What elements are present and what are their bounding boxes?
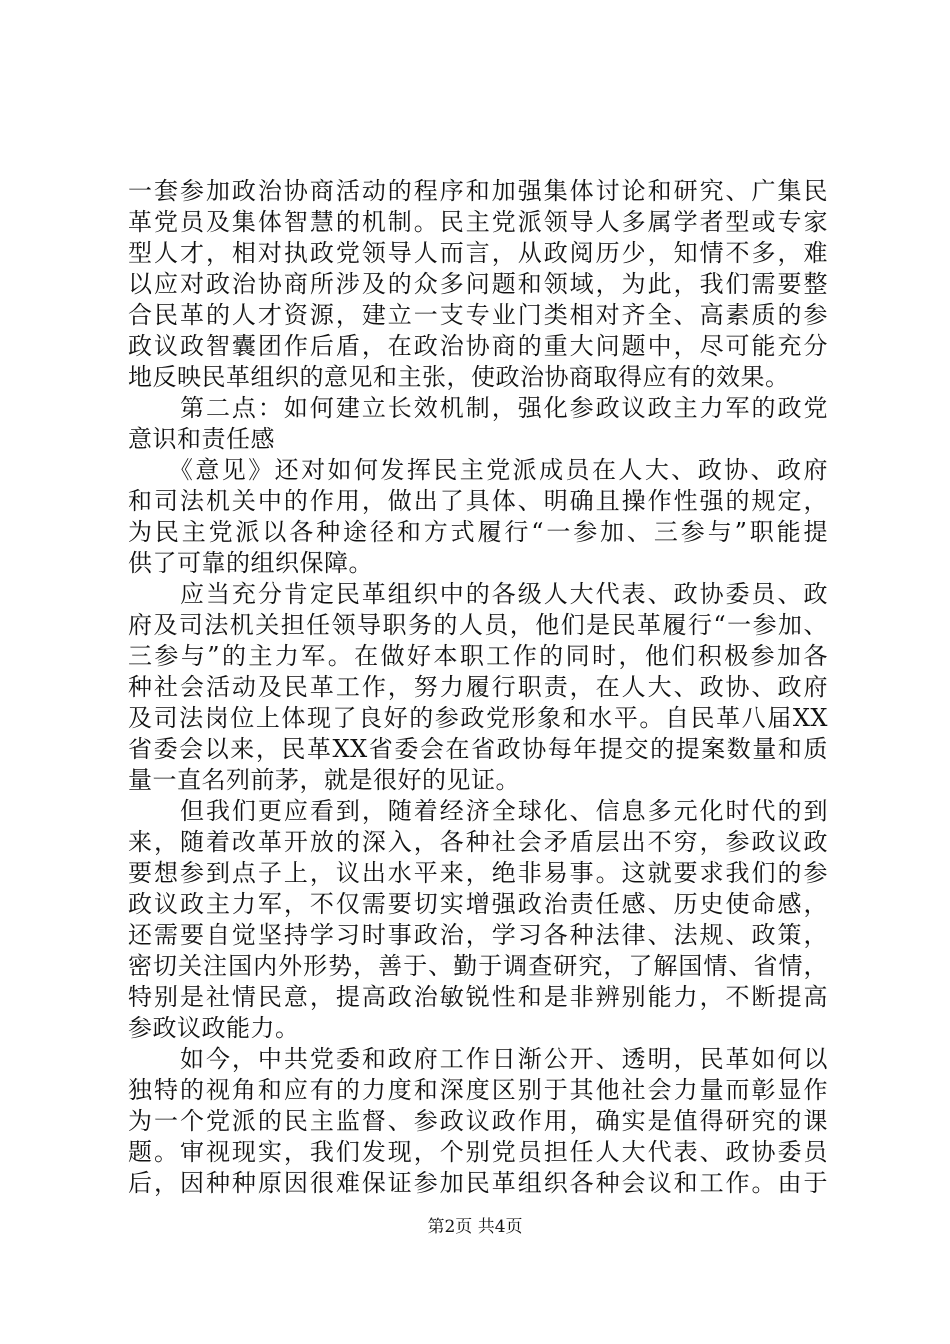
text-line: 第二点：如何建立长效机制，强化参政议政主力军的政党	[128, 394, 828, 422]
text-line: 政议政智囊团作后盾，在政治协商的重大问题中，尽可能充分	[128, 332, 828, 360]
text-line: 地反映民革组织的意见和主张，使政治协商取得应有的效果。	[128, 363, 790, 391]
text-line: 如今，中共党委和政府工作日渐公开、透明，民革如何以	[128, 1045, 828, 1073]
text-line: 三参与”的主力军。在做好本职工作的同时，他们积极参加各	[128, 642, 828, 670]
text-line: 型人才，相对执政党领导人而言，从政阅历少，知情不多，难	[128, 239, 828, 267]
text-line: 还需要自觉坚持学习时事政治，学习各种法律、法规、政策，	[128, 921, 828, 949]
text-line: 为一个党派的民主监督、参政议政作用，确实是值得研究的课	[128, 1107, 828, 1135]
text-line: 为民主党派以各种途径和方式履行“一参加、三参与”职能提	[128, 518, 828, 546]
text-line: 应当充分肯定民革组织中的各级人大代表、政协委员、政	[128, 580, 828, 608]
text-line: 但我们更应看到，随着经济全球化、信息多元化时代的到	[128, 797, 828, 825]
text-line: 以应对政治协商所涉及的众多问题和领域，为此，我们需要整	[128, 270, 828, 298]
text-line: 独特的视角和应有的力度和深度区别于其他社会力量而彰显作	[128, 1076, 828, 1104]
text-line: 和司法机关中的作用，做出了具体、明确且操作性强的规定，	[128, 487, 828, 515]
text-line: 意识和责任感	[128, 425, 275, 453]
text-line: 革党员及集体智慧的机制。民主党派领导人多属学者型或专家	[128, 208, 828, 236]
text-line: 一套参加政治协商活动的程序和加强集体讨论和研究、广集民	[128, 177, 828, 205]
text-line: 要想参到点子上，议出水平来，绝非易事。这就要求我们的参	[128, 859, 828, 887]
text-line: 供了可靠的组织保障。	[128, 549, 373, 577]
text-line: 政议政主力军，不仅需要切实增强政治责任感、历史使命感，	[128, 890, 828, 918]
text-line: 题。审视现实，我们发现，个别党员担任人大代表、政协委员	[128, 1138, 828, 1166]
text-line: 来，随着改革开放的深入，各种社会矛盾层出不穷，参政议政	[128, 828, 828, 856]
page-footer: 第2页 共4页	[427, 1217, 523, 1237]
text-line: 种社会活动及民革工作，努力履行职责，在人大、政协、政府	[128, 673, 828, 701]
text-line: 参政议政能力。	[128, 1014, 300, 1042]
text-line: 省委会以来，民革XX省委会在省政协每年提交的提案数量和质	[128, 735, 828, 763]
text-line: 合民革的人才资源，建立一支专业门类相对齐全、高素质的参	[128, 301, 828, 329]
body-text	[128, 176, 828, 1199]
text-line: 及司法岗位上体现了良好的参政党形象和水平。自民革八届XX	[128, 704, 828, 732]
text-line: 量一直名列前茅，就是很好的见证。	[128, 766, 520, 794]
text-line: 特别是社情民意，提高政治敏锐性和是非辨别能力，不断提高	[128, 983, 828, 1011]
text-line: 《意见》还对如何发挥民主党派成员在人大、政协、政府	[128, 456, 828, 484]
text-line: 密切关注国内外形势，善于、勤于调查研究，了解国情、省情，	[128, 952, 828, 980]
text-line: 府及司法机关担任领导职务的人员，他们是民革履行“一参加、	[128, 611, 828, 639]
text-line: 后，因种种原因很难保证参加民革组织各种会议和工作。由于	[128, 1169, 828, 1197]
